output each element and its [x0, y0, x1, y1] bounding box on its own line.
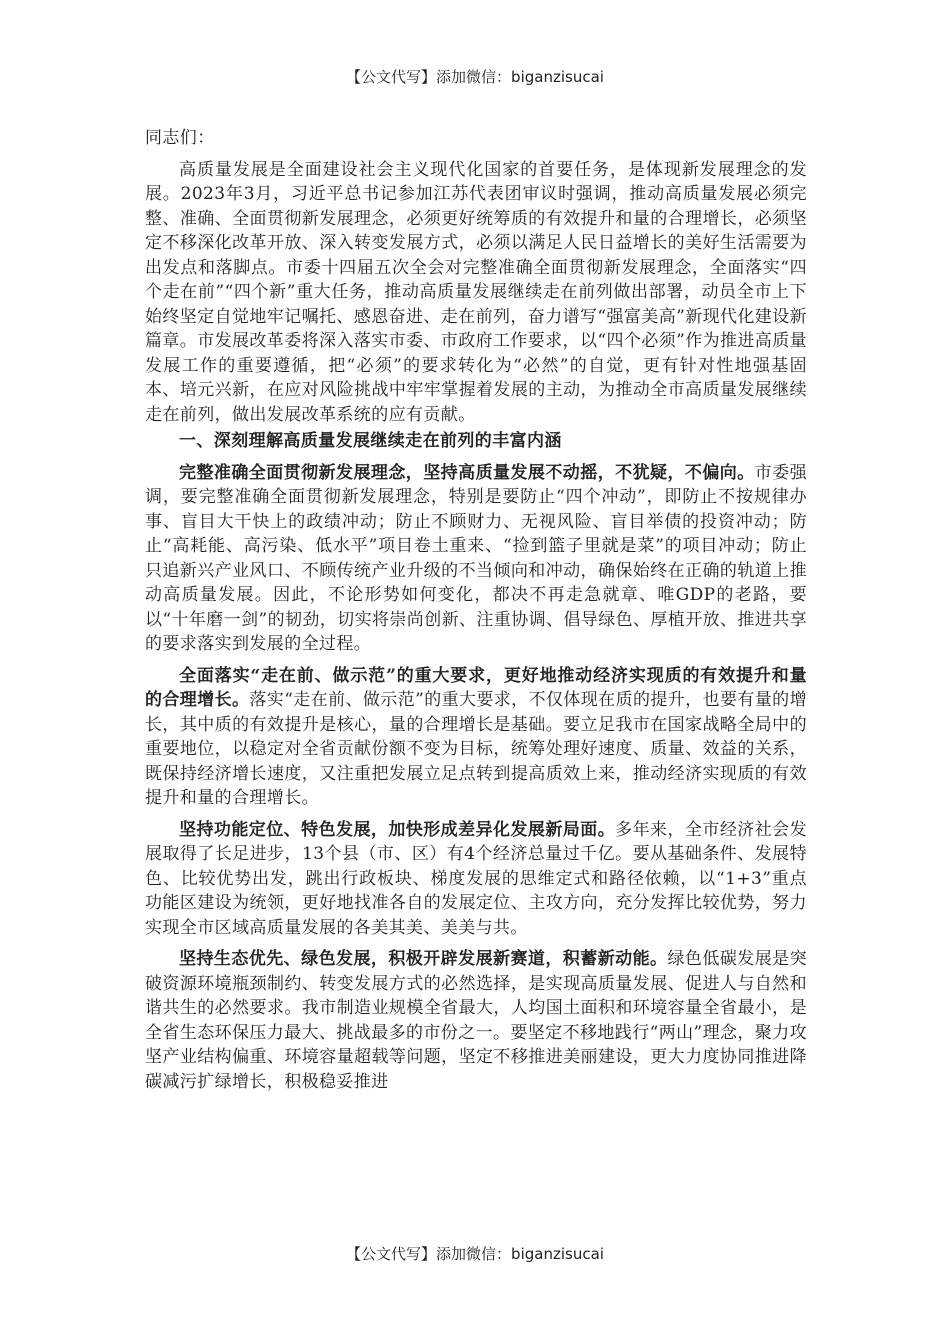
page-header: 【公文代写】添加微信：biganzisucai — [346, 68, 604, 86]
paragraph-2-text: 落实“走在前、做示范”的重大要求，不仅体现在质的提升，也要有量的增长，其中质的有效提升是核心，量的合理增长是基础。要立足我市在国家战略全局中的重要地位，以稳定对全省贡献份额不变为目标，统筹处理好速度、质量、效益的关系，既保持经济增长速度，又注重把发展立足点转到提高质效上来，推动经济实现质的有效提升和量的合理增长。 — [145, 690, 807, 808]
page-footer: 【公文代写】添加微信：biganzisucai — [346, 1245, 604, 1263]
paragraph-4-lead: 坚持生态优先、绿色发展，积极开辟发展新赛道，积蓄新动能。 — [179, 949, 668, 969]
paragraph-4-text: 绿色低碳发展是突破资源环境瓶颈制约、转变发展方式的必然选择，是实现高质量发展、促进人与自然和谐共生的必然要求。我市制造业规模全省最大，人均国土面积和环境容量全省最小，是全省生态环保压力最大、挑战最多的市份之一。要坚定不移地践行“两山”理念，聚力攻坚产业结构偏重、环境容量超载等问题，坚定不移推进美丽建设，更大力度协同推进降碳减污扩绿增长，积极稳妥推进 — [145, 949, 808, 1092]
document-body — [145, 126, 807, 1094]
paragraph-1 — [145, 461, 807, 657]
paragraph-3-lead: 坚持功能定位、特色发展，加快形成差异化发展新局面。 — [179, 819, 616, 840]
paragraph-3 — [145, 818, 807, 941]
intro-paragraph: 高质量发展是全面建设社会主义现代化国家的首要任务，是体现新发展理念的发展。2023年3月，习近平总书记参加江苏代表团审议时强调，推动高质量发展必须完整、准确、全面贯彻新发展理念，必须更好统筹质的有效提升和量的合理增长，必须坚定不移深化改革开放、深入转变发展方式，必须以满足人民日益增长的美好生活需要为出发点和落脚点。市委十四届五次全会对完整准确全面贯彻新发展理念，全面落实“四个走在前”“四个新”重大任务，推动高质量发展继续走在前列做出部署，动员全市上下始终坚定自觉地牢记嘱托、感恩奋进、走在前列，奋力谱写“强富美高”新现代化建设新篇章。市发展改革委将深入落实市委、市政府工作要求，以“四个必须”作为推进高质量发展工作的重要遵循，把“必须”的要求转化为“必然”的自觉，更有针对性地强基固本、培元兴新，在应对风险挑战中牢牢掌握着发展的主动，为推动全市高质量发展继续走在前列，做出发展改革系统的应有贡献。 — [145, 159, 807, 425]
section-heading: 一、深刻理解高质量发展继续走在前列的丰富内涵 — [179, 431, 562, 451]
paragraph-2 — [145, 664, 807, 811]
paragraph-1-lead: 完整准确全面贯彻新发展理念，坚持高质量发展不动摇，不犹疑，不偏向。 — [179, 462, 755, 483]
paragraph-3-text: 多年来，全市经济社会发展取得了长足进步，13个县（市、区）有4个经济总量过千亿。要从基础条件、发展特色、比较优势出发，跳出行政板块、梯度发展的思维定式和路径依赖，以“1+3”重点功能区建设为统领，更好地找准各自的发展定位、主攻方向，充分发挥比较优势，努力实现全市区域高质量发展的各美其美、美美与共。 — [145, 819, 807, 938]
paragraph-2-lead: 全面落实“走在前、做示范”的重大要求，更好地推动经济实现质的有效提升和量的合理增长。 — [145, 665, 807, 710]
paragraph-1-text: 市委强调，要完整准确全面贯彻新发展理念，特别是要防止“四个冲动”，即防止不按规律办事、盲目大干快上的政绩冲动；防止不顾财力、无视风险、盲目举债的投资冲动；防止“高耗能、高污染、低水平”项目卷土重来、“捡到篮子里就是菜”的项目冲动；防止只追新兴产业风口、不顾传统产业升级的不当倾向和冲动，确保始终在正确的轨道上推动高质量发展。因此，不论形势如何变化，都决不再走急就章、唯GDP的老路，要以“十年磨一剑”的韧劲，切实将崇尚创新、注重协调、倡导绿色、厚植开放、推进共享的要求落实到发展的全过程。 — [145, 462, 807, 654]
paragraph-4 — [145, 947, 807, 1094]
salutation: 同志们： — [145, 128, 215, 148]
